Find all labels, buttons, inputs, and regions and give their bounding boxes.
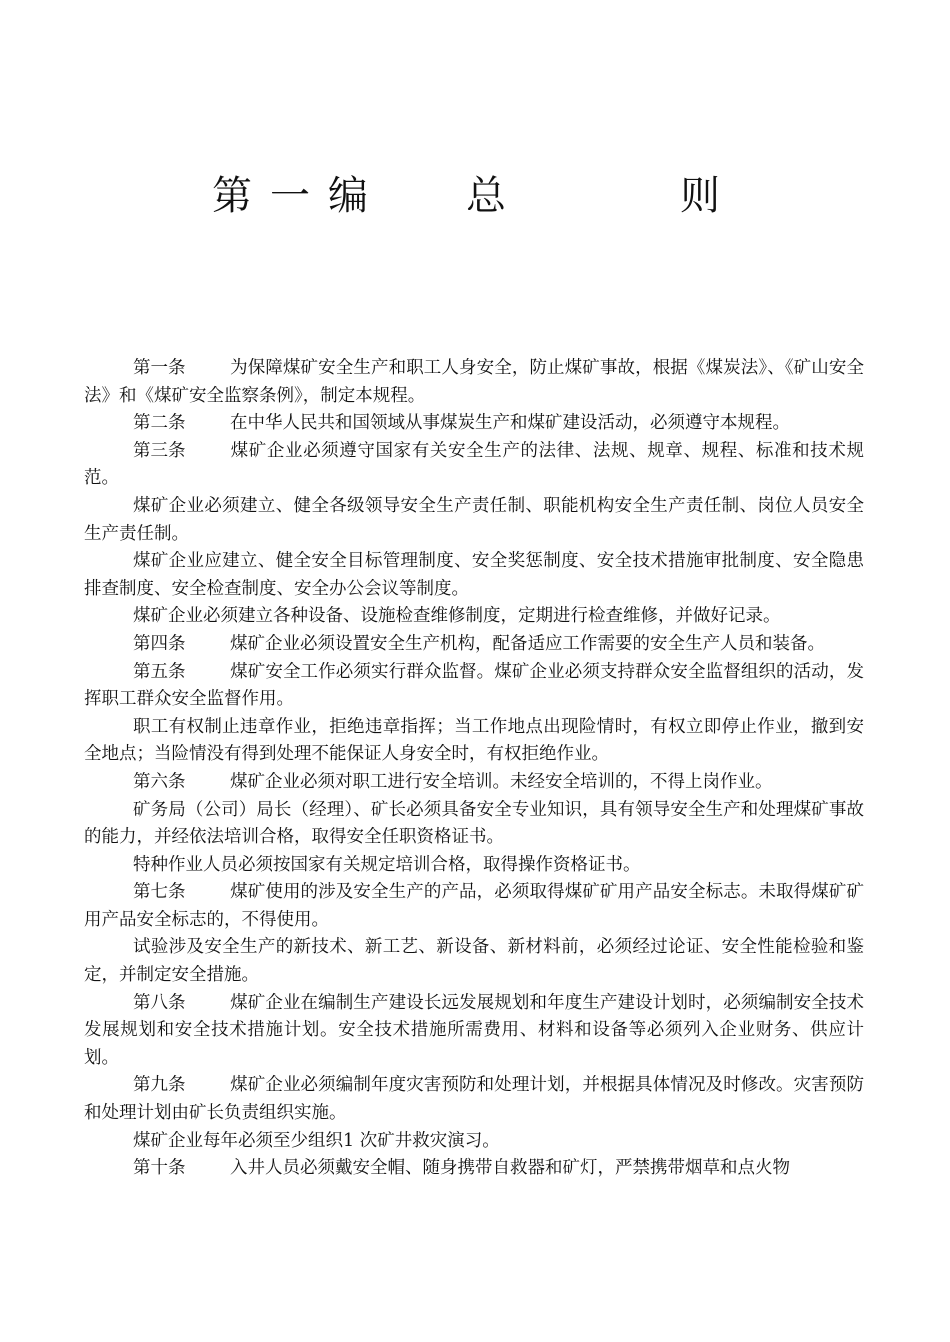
article-number: 第八条 — [133, 992, 186, 1013]
paragraph-text: 煤矿使用的涉及安全生产的产品，必须取得煤矿矿用产品安全标志。未取得煤矿矿用产品安全标志的，不得使用。 — [84, 882, 864, 930]
paragraph: 特种作业人员必须按国家有关规定培训合格，取得操作资格证书。 — [133, 854, 641, 875]
paragraph: 煤矿企业必须建立各种设备、设施检查维修制度，定期进行检查维修，并做好记录。 — [133, 606, 781, 627]
article-number: 第五条 — [133, 661, 186, 682]
article-number: 第九条 — [133, 1075, 186, 1096]
article-5-paragraph — [84, 659, 864, 714]
paragraph-text: 煤矿安全工作必须实行群众监督。煤矿企业必须支持群众安全监督组织的活动，发挥职工群众安全监督作用。 — [84, 661, 864, 710]
paragraph-text: 在中华人民共和国领域从事煤炭生产和煤矿建设活动，必须遵守本规程。 — [230, 413, 790, 434]
paragraph-text: 煤矿企业必须对职工进行安全培训。未经安全培训的，不得上岗作业。 — [230, 771, 773, 792]
title-char-1: 第 — [212, 173, 252, 219]
article-number: 第十条 — [133, 1158, 186, 1179]
article-3-paragraph — [84, 438, 864, 493]
paragraph-text: 煤矿企业必须遵守国家有关安全生产的法律、法规、规章、规程、标准和技术规范。 — [84, 440, 864, 489]
article-number: 第一条 — [133, 358, 186, 378]
article-number: 第四条 — [133, 633, 186, 654]
paragraph-text: 为保障煤矿安全生产和职工人身安全，防止煤矿事故，根据《煤炭法》、《矿山安全法》和《煤矿安全监察条例》，制定本规程。 — [84, 358, 864, 406]
title-char-4: 总 — [466, 173, 506, 219]
paragraph-text: 煤矿企业必须编制年度灾害预防和处理计划，并根据具体情况及时修改。灾害预防和处理计划由矿长负责组织实施。 — [84, 1075, 864, 1124]
article-4-paragraph — [84, 631, 864, 659]
article-6-paragraph — [84, 769, 864, 797]
title-char-2: 一 — [270, 173, 310, 219]
paragraph: 试验涉及安全生产的新技术、新工艺、新设备、新材料前，必须经过论证、安全性能检验和鉴定，并制定安全措施。 — [84, 937, 864, 986]
paragraph: 煤矿企业必须建立、健全各级领导安全生产责任制、职能机构安全生产责任制、岗位人员安全生产责任制。 — [84, 495, 864, 544]
article-7-paragraph — [84, 879, 864, 934]
paragraph: 煤矿企业每年必须至少组织1 次矿井救灾演习。 — [133, 1130, 500, 1151]
article-number: 第二条 — [133, 413, 186, 434]
article-number: 第七条 — [133, 882, 186, 903]
paragraph-text: 入井人员必须戴安全帽、随身携带自救器和矿灯，严禁携带烟草和点火物 — [230, 1158, 790, 1179]
article-number: 第六条 — [133, 771, 186, 792]
paragraph-text: 煤矿企业必须设置安全生产机构，配备适应工作需要的安全生产人员和装备。 — [230, 633, 825, 654]
page-title — [0, 166, 950, 226]
article-number: 第三条 — [133, 440, 186, 461]
document-body — [84, 355, 864, 1183]
article-8-paragraph — [84, 990, 864, 1073]
article-2-paragraph — [84, 410, 864, 438]
article-9-paragraph — [84, 1072, 864, 1127]
article-10-paragraph — [84, 1155, 864, 1183]
title-char-3: 编 — [328, 173, 368, 219]
paragraph: 煤矿企业应建立、健全安全目标管理制度、安全奖惩制度、安全技术措施审批制度、安全隐患排查制度、安全检查制度、安全办公会议等制度。 — [84, 551, 864, 599]
title-char-5: 则 — [680, 173, 720, 219]
article-1-paragraph — [84, 355, 864, 410]
paragraph: 矿务局（公司）局长（经理）、矿长必须具备安全专业知识，具有领导安全生产和处理煤矿事故的能力，并经依法培训合格，取得安全任职资格证书。 — [84, 799, 864, 848]
paragraph: 职工有权制止违章作业，拒绝违章指挥；当工作地点出现险情时，有权立即停止作业，撤到安全地点；当险情没有得到处理不能保证人身安全时，有权拒绝作业。 — [84, 716, 864, 765]
paragraph-text: 煤矿企业在编制生产建设长远发展规划和年度生产建设计划时，必须编制安全技术发展规划和安全技术措施计划。安全技术措施所需费用、材料和设备等必须列入企业财务、供应计划。 — [84, 992, 864, 1068]
